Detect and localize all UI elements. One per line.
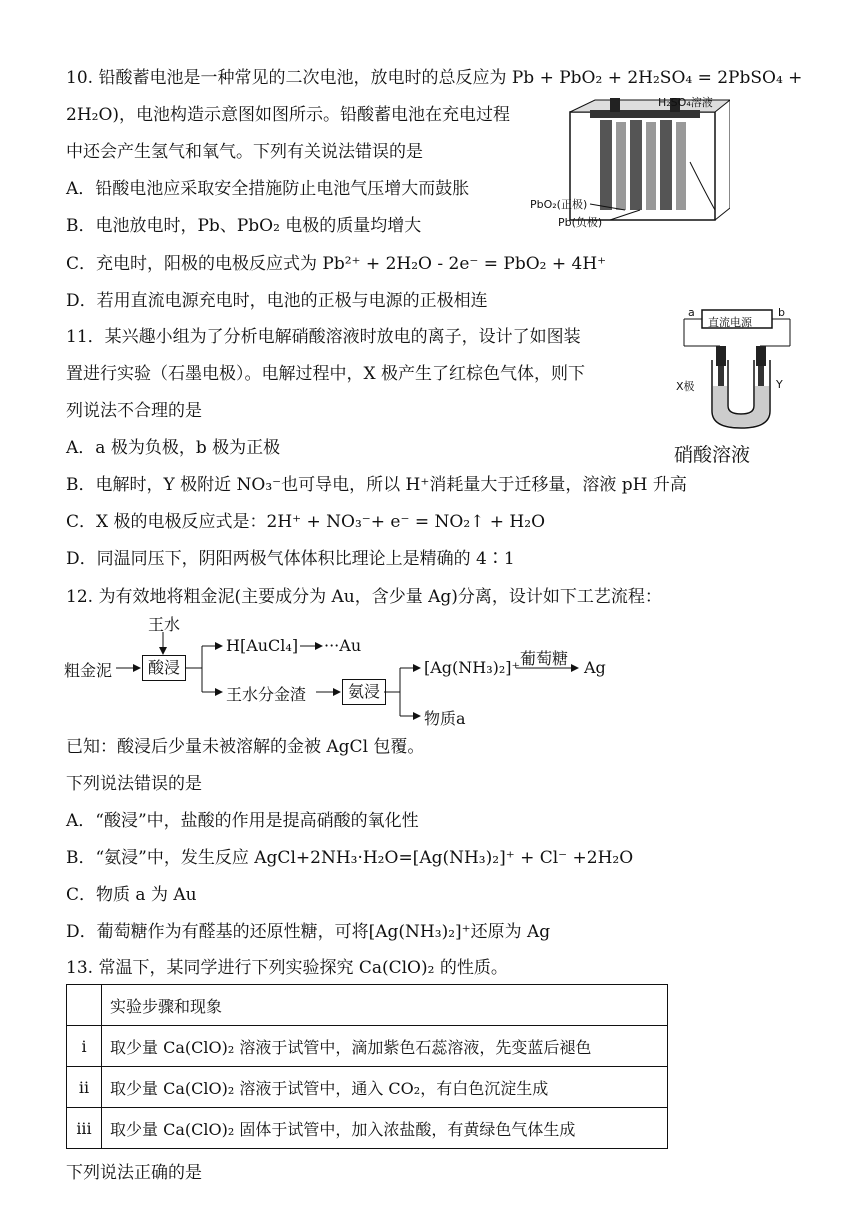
dc-source-label: 直流电源 [708,316,752,329]
process-flow-diagram [60,612,620,730]
q10-stem-line3: 中还会产生氢气和氧气。下列有关说法错误的是 [66,142,423,162]
experiment-table [66,984,668,1149]
q12-option-a: A．“酸浸”中，盐酸的作用是提高硝酸的氧化性 [66,811,419,831]
table-cell: iii [67,1108,102,1149]
terminal-a-label: a [688,306,695,319]
substance-a-label: 物质a [424,709,466,728]
table-cell: 取少量 Ca(ClO)₂ 溶液于试管中，通入 CO₂，有白色沉淀生成 [102,1067,668,1108]
q12-stem: 12. 为有效地将粗金泥(主要成分为 Au，含少量 Ag)分离，设计如下工艺流程： [66,587,662,607]
residue-label: 王水分金渣 [226,685,307,704]
positive-electrode-label: PbO₂(正极) [530,198,588,211]
q12-known: 已知：酸浸后少量未被溶解的金被 AgCl 包覆。 [66,737,425,757]
q11-option-b: B．电解时，Y 极附近 NO₃⁻也可导电，所以 H⁺消耗量大于迁移量，溶液 pH 升高 [66,475,687,495]
electrode-y-label: Y [776,378,783,391]
electrolyte-label: H₂SO₄溶液 [658,96,713,109]
electrode-x-label: X极 [676,380,695,393]
q13-ask: 下列说法正确的是 [66,1163,202,1183]
electrolysis-figure [672,306,812,466]
q11-stem-line2: 置进行实验（石墨电极）。电解过程中，X 极产生了红棕色气体，则下 [66,364,586,384]
silver-complex-label: [Ag(NH₃)₂]⁺ [424,658,520,677]
terminal-b-label: b [778,306,785,319]
table-cell: 取少量 Ca(ClO)₂ 溶液于试管中，滴加紫色石蕊溶液，先变蓝后褪色 [102,1026,668,1067]
table-row [67,1067,668,1108]
ammonia-leach-box: 氨浸 [342,679,386,705]
acid-leach-box: 酸浸 [142,655,186,681]
table-header-cell [67,985,102,1026]
nitric-acid-caption: 硝酸溶液 [674,444,751,466]
lead-acid-battery-figure [530,92,730,237]
table-header-cell: 实验步骤和现象 [102,985,668,1026]
q12-option-d: D．葡萄糖作为有醛基的还原性糖，可将[Ag(NH₃)₂]⁺还原为 Ag [66,922,551,942]
aqua-regia-label: 王水 [148,615,181,634]
silver-product-label: Ag [584,658,606,677]
q12-option-b: B．“氨浸”中，发生反应 AgCl+2NH₃·H₂O=[Ag(NH₃)₂]⁺ + Cl⁻ +2H₂O [66,848,634,868]
table-row [67,1026,668,1067]
glucose-label: 葡萄糖 [520,649,569,668]
table-row [67,1108,668,1149]
q10-option-c: C．充电时，阳极的电极反应式为 Pb²⁺ + 2H₂O - 2e⁻ = PbO₂ + 4H⁺ [66,254,607,274]
q10-option-d: D．若用直流电源充电时，电池的正极与电源的正极相连 [66,291,488,311]
q10-stem-line1: 10. 铅酸蓄电池是一种常见的二次电池，放电时的总反应为 Pb + PbO₂ + 2H₂SO₄ = 2PbSO₄ + [66,68,803,88]
q13-stem: 13. 常温下，某同学进行下列实验探究 Ca(ClO)₂ 的性质。 [66,958,508,978]
q11-option-c: C．X 极的电极反应式是：2H⁺ + NO₃⁻+ e⁻ = NO₂↑ + H₂O [66,512,546,532]
q10-option-a: A．铅酸电池应采取安全措施防止电池气压增大而鼓胀 [66,179,470,199]
q12-option-c: C．物质 a 为 Au [66,885,197,905]
q11-option-d: D．同温同压下，阴阳两极气体体积比理论上是精确的 4∶1 [66,549,515,569]
q10-option-b: B．电池放电时，Pb、PbO₂ 电极的质量均增大 [66,216,422,236]
q10-stem-line2: 2H₂O)，电池构造示意图如图所示。铅酸蓄电池在充电过程 [66,105,511,125]
negative-electrode-label: Pb(负极) [558,216,603,229]
table-cell: 取少量 Ca(ClO)₂ 固体于试管中，加入浓盐酸，有黄绿色气体生成 [102,1108,668,1149]
q11-stem-line1: 11．某兴趣小组为了分析电解硝酸溶液时放电的离子，设计了如图装 [66,327,581,347]
table-cell: i [67,1026,102,1067]
table-cell: ii [67,1067,102,1108]
haucl4-label: H[AuCl₄] [226,636,299,655]
q11-stem-line3: 列说法不合理的是 [66,401,202,421]
table-header-row [67,985,668,1026]
q12-ask: 下列说法错误的是 [66,774,202,794]
au-product-label: ···Au [324,636,362,655]
crude-gold-label: 粗金泥 [64,661,113,680]
q11-option-a: A．a 极为负极，b 极为正极 [66,438,281,458]
